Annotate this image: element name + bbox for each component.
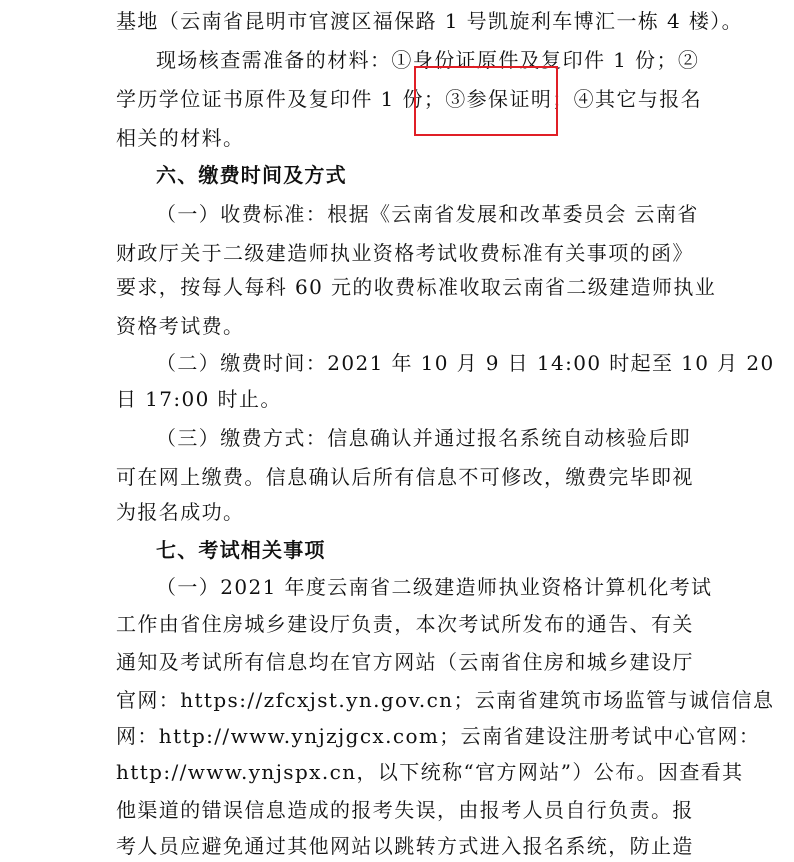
text-line: 为报名成功。 [116, 500, 245, 524]
text-line: 要求，按每人每科 60 元的收费标准收取云南省二级建造师执业 [116, 275, 717, 299]
text-line: 他渠道的错误信息造成的报考失误，由报考人员自行负责。报 [116, 798, 694, 822]
text-line: 财政厅关于二级建造师执业资格考试收费标准有关事项的函》 [116, 241, 694, 265]
text-line: （一）收费标准：根据《云南省发展和改革委员会 云南省 [156, 202, 699, 226]
section-heading: 七、考试相关事项 [156, 538, 326, 562]
text-line: 工作由省住房城乡建设厅负责，本次考试所发布的通告、有关 [116, 612, 694, 636]
text-line: 日 17:00 时止。 [116, 387, 282, 411]
text-line: （一）2021 年度云南省二级建造师执业资格计算机化考试 [156, 575, 713, 599]
text-line: 通知及考试所有信息均在官方网站（云南省住房和城乡建设厅 [116, 650, 694, 674]
text-line: 学历学位证书原件及复印件 1 份；③参保证明；④其它与报名 [116, 87, 703, 111]
text-line: 网：http://www.ynjzjgcx.com；云南省建设注册考试中心官网： [116, 724, 761, 748]
text-line: 官网：https://zfcxjst.yn.gov.cn；云南省建筑市场监管与诚信信息 [116, 688, 775, 712]
text-line: 资格考试费。 [116, 314, 245, 338]
text-line: 基地（云南省昆明市官渡区福保路 1 号凯旋利车博汇一栋 4 楼）。 [116, 9, 744, 33]
text-line: （三）缴费方式：信息确认并通过报名系统自动核验后即 [156, 426, 691, 450]
text-line: http://www.ynjspx.cn，以下统称“官方网站”）公布。因查看其 [116, 760, 744, 784]
text-line: 相关的材料。 [116, 126, 245, 150]
text-line: 可在网上缴费。信息确认后所有信息不可修改，缴费完毕即视 [116, 465, 694, 489]
section-heading: 六、缴费时间及方式 [156, 163, 347, 187]
text-line: 考人员应避免通过其他网站以跳转方式进入报名系统，防止造 [116, 834, 694, 858]
text-line: 现场核查需准备的材料：①身份证原件及复印件 1 份；② [156, 48, 700, 72]
text-line: （二）缴费时间：2021 年 10 月 9 日 14:00 时起至 10 月 20 [156, 351, 775, 375]
